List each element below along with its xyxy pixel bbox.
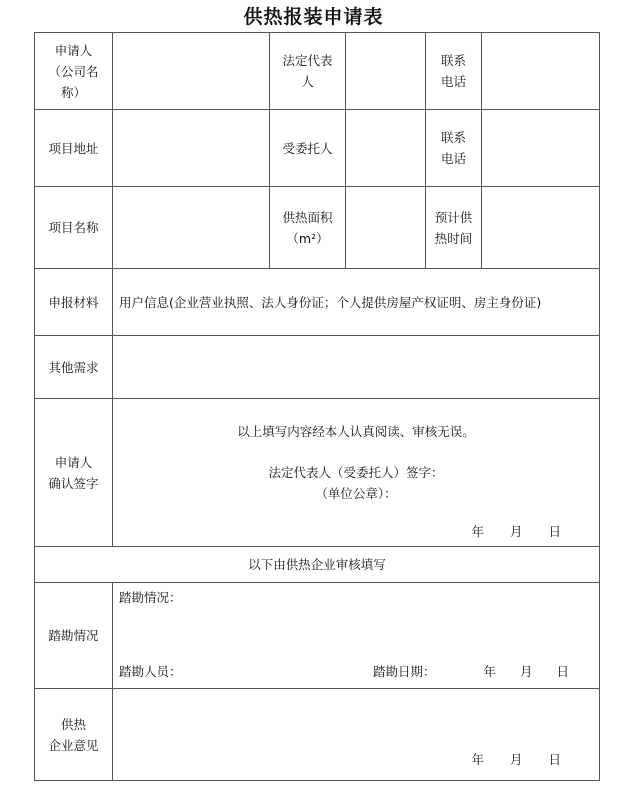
- trustee-phone-input[interactable]: [482, 110, 600, 187]
- form-title: 供热报装申请表: [243, 6, 384, 28]
- other-needs-input[interactable]: [113, 336, 600, 399]
- label-line: 申请人: [54, 42, 93, 58]
- row-applicant-confirm: [35, 399, 600, 547]
- label-line: 法定代表: [282, 53, 333, 68]
- heating-area-input[interactable]: [346, 187, 426, 269]
- address-label: 项目地址: [35, 110, 113, 187]
- applicant-input[interactable]: [113, 33, 270, 110]
- confirm-area[interactable]: [113, 399, 600, 547]
- trustee-label: 受委托人: [270, 110, 346, 187]
- row-other-needs: [35, 336, 600, 399]
- applicant-phone-input[interactable]: [482, 33, 600, 110]
- month-label: 月: [509, 752, 523, 767]
- applicant-label: [35, 33, 113, 110]
- year-label: 年: [483, 664, 496, 679]
- label-line: 预计供: [434, 209, 473, 225]
- applicant-phone-label: [426, 33, 482, 110]
- heating-application-form: [34, 32, 600, 781]
- expected-time-input[interactable]: [482, 187, 600, 269]
- year-label: 年: [471, 752, 484, 767]
- day-label: 日: [556, 664, 569, 679]
- row-company-opinion: [35, 689, 600, 781]
- label-line: 企业意见: [48, 737, 99, 753]
- other-needs-label: 其他需求: [35, 336, 113, 399]
- materials-value: 用户信息(企业营业执照、法人身份证；个人提供房屋产权证明、房主身份证): [113, 269, 600, 336]
- row-materials: [35, 269, 600, 336]
- row-address: [35, 110, 600, 187]
- section-divider-text: 以下由供热企业审核填写: [35, 547, 600, 583]
- survey-date-label: 踏勘日期：: [372, 664, 436, 679]
- label-line: （公司名: [48, 63, 99, 79]
- survey-staff-label: 踏勘人员：: [119, 664, 182, 679]
- label-line: 供热: [60, 716, 86, 732]
- label-line: 人: [301, 74, 314, 89]
- row-applicant: [35, 33, 600, 110]
- project-name-label: 项目名称: [35, 187, 113, 269]
- trustee-phone-label: [426, 110, 482, 187]
- row-survey: [35, 583, 600, 689]
- month-label: 月: [509, 524, 523, 539]
- survey-label: 踏勘情况: [35, 583, 113, 689]
- year-label: 年: [471, 524, 484, 539]
- expected-time-label: [426, 187, 482, 269]
- confirm-date: [449, 521, 561, 542]
- survey-date: [373, 661, 569, 682]
- heating-area-label: [270, 187, 346, 269]
- legal-rep-label: [270, 33, 346, 110]
- materials-label: 申报材料: [35, 269, 113, 336]
- legal-rep-input[interactable]: [346, 33, 426, 110]
- confirm-label: [35, 399, 113, 547]
- label-line: 称）: [60, 84, 86, 100]
- label-line: 申请人: [54, 454, 93, 470]
- seal-label: （单位公章）：: [315, 486, 397, 501]
- trustee-input[interactable]: [346, 110, 426, 187]
- month-label: 月: [519, 664, 533, 679]
- label-line: 电话: [440, 74, 466, 89]
- label-line: 联系: [440, 53, 466, 68]
- address-input[interactable]: [113, 110, 270, 187]
- label-line: 电话: [440, 151, 466, 166]
- signature-label: 法定代表人（受委托人）签字：: [268, 465, 444, 480]
- opinion-date: [449, 749, 561, 770]
- survey-situation-label: 踏勘情况：: [119, 590, 182, 605]
- day-label: 日: [548, 752, 561, 767]
- label-line: 热时间: [434, 230, 473, 246]
- company-opinion-input[interactable]: [113, 689, 600, 781]
- label-line: （m²）: [286, 230, 329, 246]
- survey-area[interactable]: [113, 583, 600, 689]
- row-project: [35, 187, 600, 269]
- label-line: 供热面积: [282, 209, 333, 225]
- row-section-divider: [35, 547, 600, 583]
- company-opinion-label: [35, 689, 113, 781]
- project-name-input[interactable]: [113, 187, 270, 269]
- day-label: 日: [548, 524, 561, 539]
- label-line: 确认签字: [48, 475, 99, 491]
- confirm-statement: 以上填写内容经本人认真阅读、审核无误。: [237, 424, 475, 439]
- label-line: 联系: [440, 130, 466, 145]
